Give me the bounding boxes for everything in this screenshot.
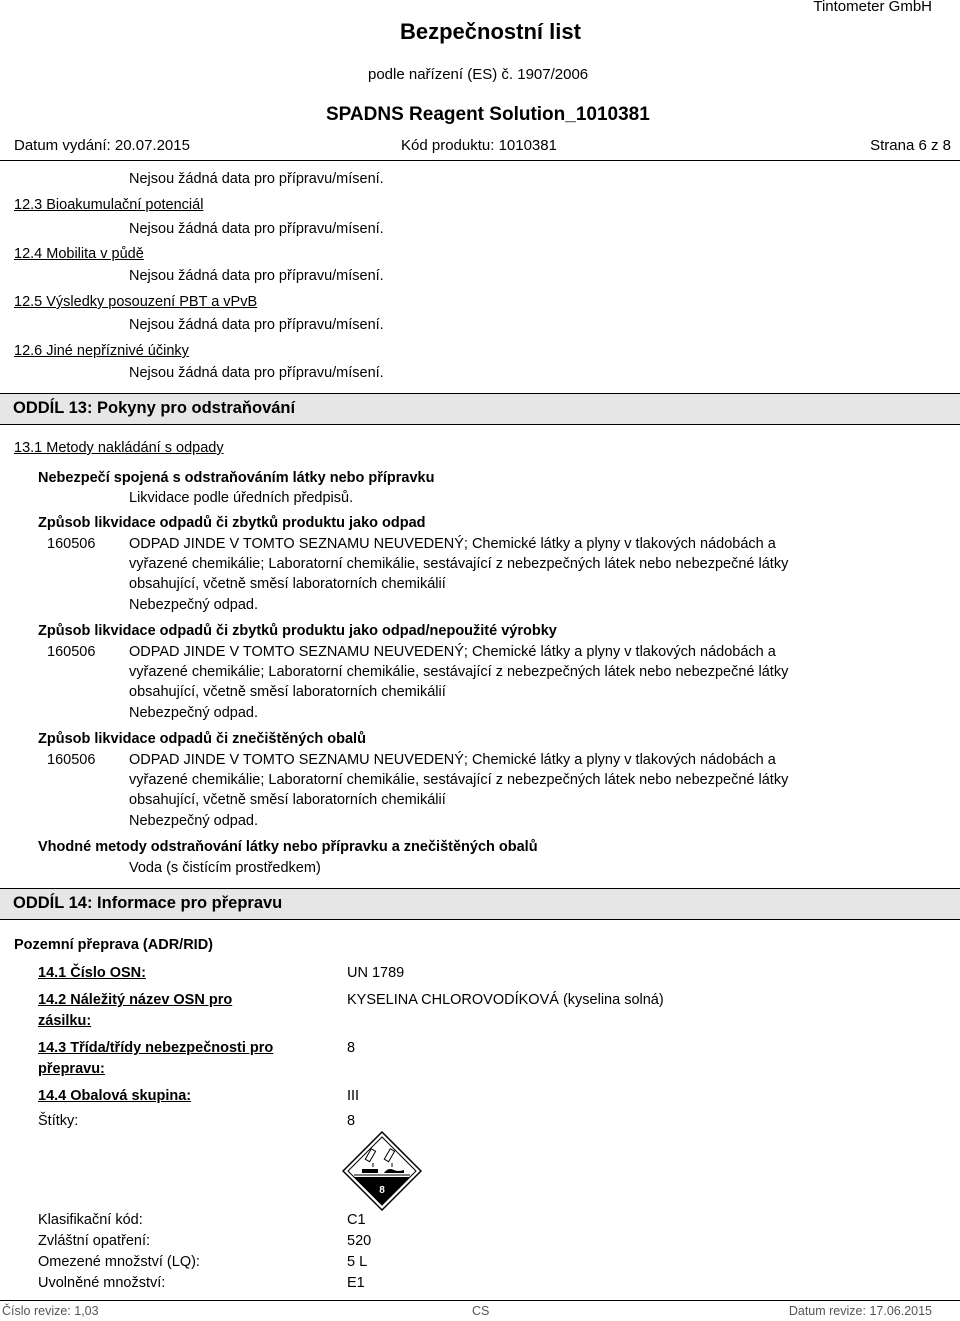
product-code: Kód produktu: 1010381 xyxy=(401,137,557,154)
labels-label: Štítky: xyxy=(38,1113,79,1129)
section14-header xyxy=(0,888,960,920)
disposal-block-3-line2: vyřazené chemikálie; Laboratorní chemikálie, sestávající z nebezpečných látek nebo nebezpečné látky xyxy=(129,772,789,788)
disposal-block-2-line3: obsahující, včetně směsí laboratorních chemikálií xyxy=(129,684,446,700)
section12-4-text: Nejsou žádná data pro přípravu/mísení. xyxy=(129,268,384,284)
issue-date: Datum vydání: 20.07.2015 xyxy=(14,137,190,154)
language-code: CS xyxy=(472,1304,490,1318)
disposal-block-1-line4: Nebezpečný odpad. xyxy=(129,597,258,613)
revision-date: Datum revize: 17.06.2015 xyxy=(788,1304,932,1318)
land-transport-title: Pozemní přeprava (ADR/RID) xyxy=(14,937,214,953)
disposal-block-3-title: Způsob likvidace odpadů či znečištěných obalů xyxy=(38,731,366,747)
section12-top-text: Nejsou žádná data pro přípravu/mísení. xyxy=(129,171,384,187)
special-provisions-label: Zvláštní opatření: xyxy=(38,1233,151,1249)
shipping-name-label-1: 14.2 Náležitý název OSN pro xyxy=(38,992,233,1008)
disposal-block-3-code: 160506 xyxy=(47,752,96,768)
section13-1-title: 13.1 Metody nakládání s odpady xyxy=(14,440,224,456)
disposal-block-1-line2: vyřazené chemikálie; Laboratorní chemikálie, sestávající z nebezpečných látek nebo nebezpečné látky xyxy=(129,556,789,572)
section12-4-title: 12.4 Mobilita v půdě xyxy=(14,246,144,262)
disposal-block-2-line4: Nebezpečný odpad. xyxy=(129,705,258,721)
section12-6-text: Nejsou žádná data pro přípravu/mísení. xyxy=(129,365,384,381)
disposal-block-2-line2: vyřazené chemikálie; Laboratorní chemikálie, sestávající z nebezpečných látek nebo nebezpečné látky xyxy=(129,664,789,680)
methods-title: Vhodné metody odstraňování látky nebo přípravku a znečištěných obalů xyxy=(38,839,538,855)
hazard-title: Nebezpečí spojená s odstraňováním látky nebo přípravku xyxy=(38,470,435,486)
regulation: podle nařízení (ES) č. 1907/2006 xyxy=(368,66,589,83)
revision-number: Číslo revize: 1,03 xyxy=(2,1304,99,1318)
section13-header xyxy=(0,393,960,425)
limited-quantity-label: Omezené množství (LQ): xyxy=(38,1254,200,1270)
section14-title: ODDÍL 14: Informace pro přepravu xyxy=(13,894,283,912)
classification-code-label: Klasifikační kód: xyxy=(38,1212,143,1228)
disposal-block-3-line3: obsahující, včetně směsí laboratorních chemikálií xyxy=(129,792,446,808)
disposal-block-1-title: Způsob likvidace odpadů či zbytků produktu jako odpad xyxy=(38,515,426,531)
section13-title: ODDÍL 13: Pokyny pro odstraňování xyxy=(13,399,296,417)
document-title: Bezpečnostní list xyxy=(400,19,581,44)
limited-quantity-value: 5 L xyxy=(347,1254,368,1270)
disposal-block-1-line1: ODPAD JINDE V TOMTO SEZNAMU NEUVEDENÝ; Chemické látky a plyny v tlakových nádobách a xyxy=(129,536,776,552)
hazard-text: Likvidace podle úředních předpisů. xyxy=(129,490,354,506)
excepted-quantity-value: E1 xyxy=(347,1275,365,1291)
shipping-name-value: KYSELINA CHLOROVODÍKOVÁ (kyselina solná) xyxy=(347,992,664,1008)
hazard-class-value: 8 xyxy=(347,1040,356,1056)
classification-code-value: C1 xyxy=(347,1212,366,1228)
section12-3-title: 12.3 Bioakumulační potenciál xyxy=(14,197,204,213)
pictogram-number: 8 xyxy=(379,1185,385,1196)
hazard-class-label-2: přepravu: xyxy=(38,1061,105,1077)
header-divider xyxy=(0,160,960,161)
footer-divider xyxy=(0,1300,960,1301)
packing-group-value: III xyxy=(347,1088,360,1104)
shipping-name-label-2: zásilku: xyxy=(38,1013,92,1029)
labels-value: 8 xyxy=(347,1113,356,1129)
disposal-block-1-line3: obsahující, včetně směsí laboratorních chemikálií xyxy=(129,576,446,592)
product-name: SPADNS Reagent Solution_1010381 xyxy=(326,104,650,125)
section12-5-title: 12.5 Výsledky posouzení PBT a vPvB xyxy=(14,294,258,310)
special-provisions-value: 520 xyxy=(347,1233,372,1249)
section12-3-text: Nejsou žádná data pro přípravu/mísení. xyxy=(129,221,384,237)
disposal-block-3-line1: ODPAD JINDE V TOMTO SEZNAMU NEUVEDENÝ; Chemické látky a plyny v tlakových nádobách a xyxy=(129,752,776,768)
section12-5-text: Nejsou žádná data pro přípravu/mísení. xyxy=(129,317,384,333)
page-number: Strana 6 z 8 xyxy=(870,137,951,154)
company-name: Tintometer GmbH xyxy=(813,0,932,15)
hazard-class-label-1: 14.3 Třída/třídy nebezpečnosti pro xyxy=(38,1040,274,1056)
disposal-block-2-line1: ODPAD JINDE V TOMTO SEZNAMU NEUVEDENÝ; Chemické látky a plyny v tlakových nádobách a xyxy=(129,644,776,660)
un-number-label: 14.1 Číslo OSN: xyxy=(38,965,146,981)
disposal-block-2-code: 160506 xyxy=(47,644,96,660)
methods-text: Voda (s čistícím prostředkem) xyxy=(129,860,321,876)
un-number-value: UN 1789 xyxy=(347,965,405,981)
corrosive-class-8-pictogram-icon xyxy=(342,1131,422,1211)
section12-6-title: 12.6 Jiné nepříznivé účinky xyxy=(14,343,189,359)
disposal-block-2-title: Způsob likvidace odpadů či zbytků produktu jako odpad/nepoužité výrobky xyxy=(38,623,557,639)
disposal-block-3-line4: Nebezpečný odpad. xyxy=(129,813,258,829)
excepted-quantity-label: Uvolněné množství: xyxy=(38,1275,166,1291)
disposal-block-1-code: 160506 xyxy=(47,536,96,552)
packing-group-label: 14.4 Obalová skupina: xyxy=(38,1088,192,1104)
